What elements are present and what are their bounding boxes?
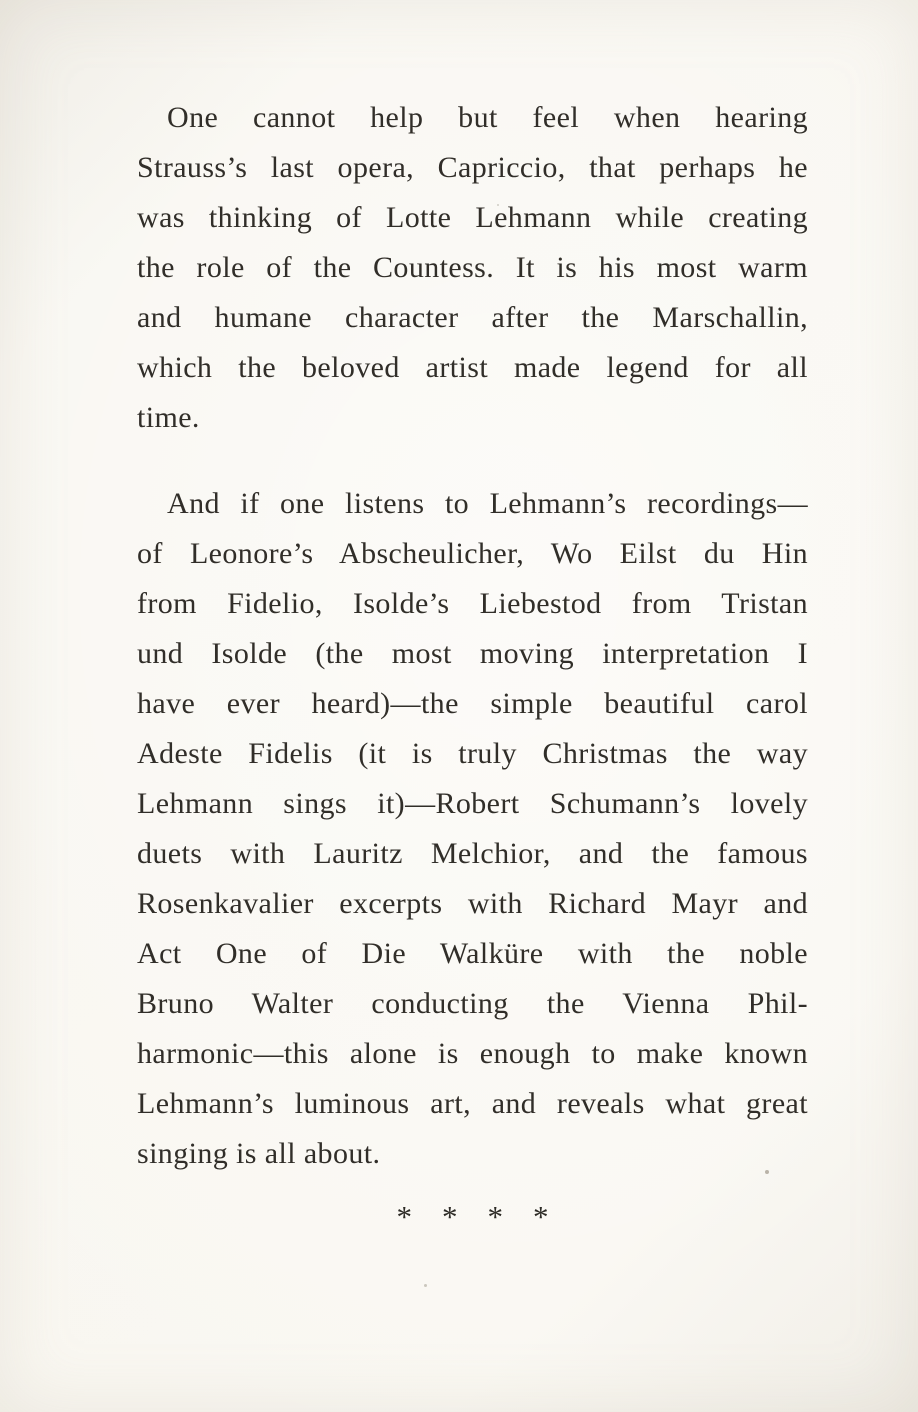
text-line: the role of the Countess. It is his most warm bbox=[137, 251, 808, 284]
text-line: Rosenkavalier excerpts with Richard Mayr and bbox=[137, 887, 808, 920]
text-line: Strauss’s last opera, Capriccio, that perhaps he bbox=[137, 151, 808, 184]
asterisk-icon: * bbox=[487, 1199, 503, 1234]
paragraph bbox=[137, 93, 808, 443]
text-line: One cannot help but feel when hearing bbox=[167, 101, 808, 134]
text-line: from Fidelio, Isolde’s Liebestod from Tristan bbox=[137, 587, 808, 620]
text-line: was thinking of Lotte Lehmann while creating bbox=[137, 201, 808, 234]
paragraph bbox=[137, 479, 808, 1179]
text-line: singing is all about. bbox=[137, 1137, 381, 1170]
text-line: und Isolde (the most moving interpretation I bbox=[137, 637, 808, 670]
text-line: have ever heard)—the simple beautiful carol bbox=[137, 687, 808, 720]
text-line: Bruno Walter conducting the Vienna Phil- bbox=[137, 987, 808, 1020]
scan-speck bbox=[497, 204, 499, 206]
text-line: harmonic—this alone is enough to make known bbox=[137, 1037, 808, 1070]
text-line: Lehmann’s luminous art, and reveals what great bbox=[137, 1087, 808, 1120]
text-line: time. bbox=[137, 401, 200, 434]
scan-speck bbox=[765, 1170, 769, 1174]
scan-speck bbox=[424, 1284, 427, 1287]
text-line: Act One of Die Walküre with the noble bbox=[137, 937, 808, 970]
asterisk-icon: * bbox=[442, 1199, 458, 1234]
text-line: of Leonore’s Abscheulicher, Wo Eilst du Hin bbox=[137, 537, 808, 570]
text-line: Lehmann sings it)—Robert Schumann’s lovely bbox=[137, 787, 808, 820]
text-line: and humane character after the Marschallin, bbox=[137, 301, 808, 334]
text-line: And if one listens to Lehmann’s recordings— bbox=[167, 487, 808, 520]
asterisk-icon: * bbox=[396, 1199, 412, 1234]
text-line: duets with Lauritz Melchior, and the famous bbox=[137, 837, 808, 870]
asterisk-separator bbox=[137, 1197, 808, 1237]
text-line: Adeste Fidelis (it is truly Christmas the way bbox=[137, 737, 808, 770]
text-line: which the beloved artist made legend for all bbox=[137, 351, 808, 384]
text-block bbox=[137, 93, 808, 1237]
asterisk-icon: * bbox=[533, 1199, 549, 1234]
